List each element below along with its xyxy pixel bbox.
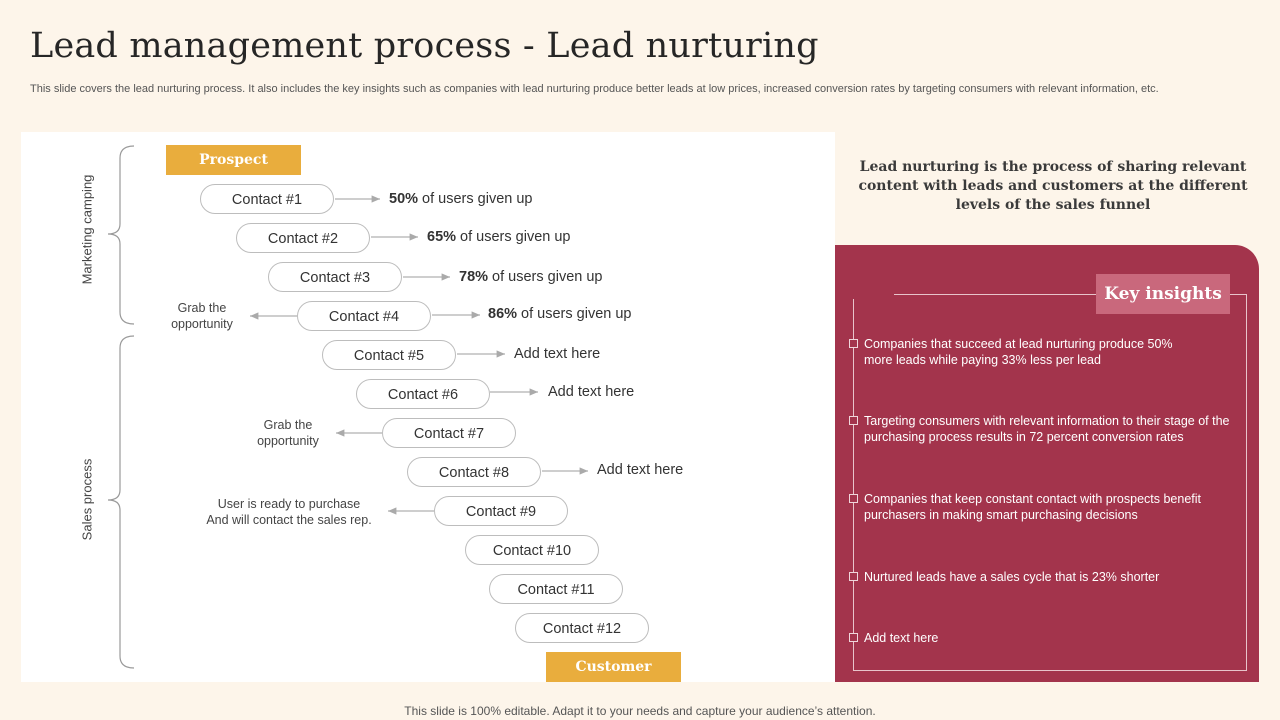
contact-pill-6: Contact #6 — [356, 379, 490, 409]
customer-tag: Customer — [546, 652, 681, 682]
stat-text: of users given up — [456, 229, 571, 245]
stat-2 — [427, 229, 571, 245]
contact-pill-1: Contact #1 — [200, 184, 334, 214]
contact-pill-3: Contact #3 — [268, 262, 402, 292]
contact-pill-11: Contact #11 — [489, 574, 623, 604]
stat-text: of users given up — [517, 306, 632, 322]
stat-3 — [459, 269, 603, 285]
stat-text: of users given up — [488, 269, 603, 285]
note-line: opportunity — [171, 317, 233, 331]
marketing-camping-label: Marketing camping — [79, 174, 95, 285]
insight-item-4: Nurtured leads have a sales cycle that is 23% shorter — [864, 570, 1160, 584]
grab-opportunity-note-2 — [246, 417, 330, 449]
contact-pill-5: Contact #5 — [322, 340, 456, 370]
contact-pill-4: Contact #4 — [297, 301, 431, 331]
bullet-icon — [849, 339, 858, 348]
frame-gap — [852, 289, 894, 299]
stat-percent: 65% — [427, 229, 457, 245]
bullet-icon — [849, 572, 858, 581]
sales-process-label: Sales process — [79, 458, 95, 541]
stat-percent: 78% — [459, 269, 489, 285]
stat-text: of users given up — [418, 191, 533, 207]
insight-item-1: Companies that succeed at lead nurturing produce 50% more leads while paying 33% less per lead — [864, 337, 1173, 367]
add-text-1: Add text here — [514, 346, 601, 362]
bullet-icon — [849, 416, 858, 425]
stat-percent: 50% — [389, 191, 419, 207]
ready-to-purchase-note — [196, 496, 382, 528]
insight-item-2: Targeting consumers with relevant information to their stage of the purchasing process results in 72 percent conversion rates — [864, 414, 1230, 444]
note-line: Grab the — [177, 301, 227, 315]
bullet-icon — [849, 633, 858, 642]
stat-percent: 86% — [488, 306, 518, 322]
contact-pill-9: Contact #9 — [434, 496, 568, 526]
note-line: And will contact the sales rep. — [206, 513, 372, 527]
page-title: Lead management process - Lead nurturing — [30, 26, 819, 66]
lead-nurturing-definition: Lead nurturing is the process of sharing relevant content with leads and customers at the different levels of the sales funnel — [858, 159, 1248, 213]
contact-pill-7: Contact #7 — [382, 418, 516, 448]
insight-item-3: Companies that keep constant contact with prospects benefit purchasers in making smart purchasing decisions — [864, 492, 1201, 522]
contact-pill-10: Contact #10 — [465, 535, 599, 565]
key-insights-title: Key insights — [1096, 274, 1230, 314]
grab-opportunity-note-1 — [160, 300, 244, 332]
add-text-2: Add text here — [548, 384, 635, 400]
bullet-icon — [849, 494, 858, 503]
add-text-3: Add text here — [597, 462, 684, 478]
footer-note: This slide is 100% editable. Adapt it to your needs and capture your audience’s attention. — [404, 704, 876, 718]
stat-4 — [488, 306, 632, 322]
page-subtitle: This slide covers the lead nurturing process. It also includes the key insights such as companies with lead nurturing produce better leads at low prices, increased conversion rates by targeting consumers with relevant information, etc. — [30, 83, 1159, 95]
prospect-tag: Prospect — [166, 145, 301, 175]
stat-1 — [389, 191, 533, 207]
note-line: User is ready to purchase — [217, 497, 361, 511]
contact-pill-12: Contact #12 — [515, 613, 649, 643]
note-line: Grab the — [263, 418, 313, 432]
contact-pill-8: Contact #8 — [407, 457, 541, 487]
contact-pill-2: Contact #2 — [236, 223, 370, 253]
insight-item-5: Add text here — [864, 631, 939, 645]
note-line: opportunity — [257, 434, 319, 448]
